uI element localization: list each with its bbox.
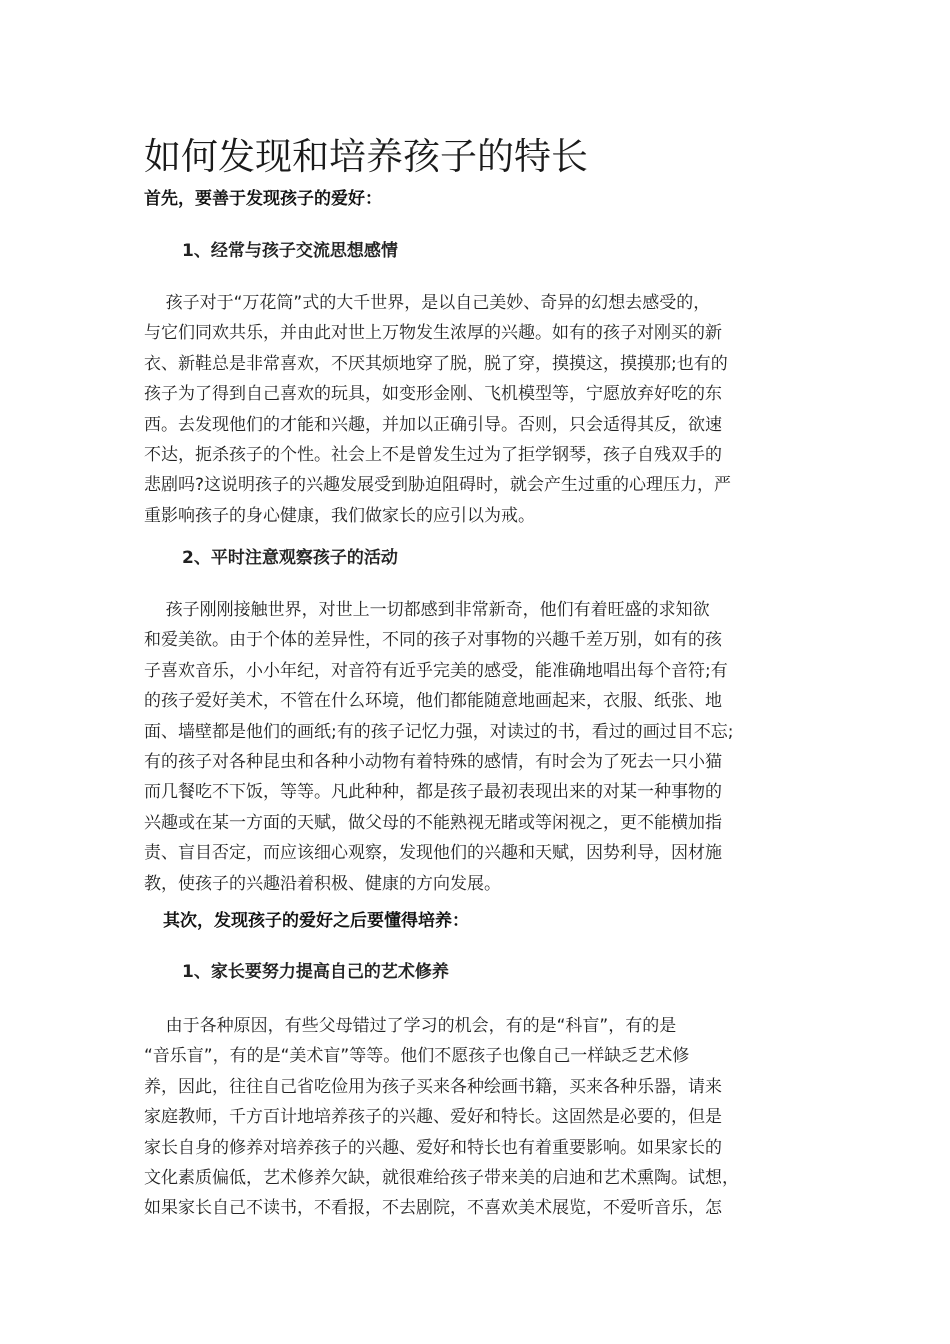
paragraph-line: 如果家长自己不读书，不看报，不去剧院，不喜欢美术展览，不爱听音乐，怎 (144, 1198, 722, 1219)
paragraph-line: 养，因此，往往自己省吃俭用为孩子买来各种绘画书籍，买来各种乐器，请来 (144, 1076, 722, 1097)
paragraph-line: 兴趣或在某一方面的天赋，做父母的不能熟视无睹或等闲视之，更不能横加指 (144, 812, 722, 833)
paragraph-line: “音乐盲”，有的是“美术盲”等等。他们不愿孩子也像自己一样缺乏艺术修 (144, 1046, 690, 1067)
paragraph-line: 而几餐吃不下饭，等等。凡此种种，都是孩子最初表现出来的对某一种事物的 (144, 782, 722, 803)
paragraph-line: 家长自身的修养对培养孩子的兴趣、爱好和特长也有着重要影响。如果家长的 (144, 1137, 722, 1158)
section2-item1-paragraph (144, 1011, 808, 1224)
paragraph-line: 的孩子爱好美术，不管在什么环境，他们都能随意地画起来，衣服、纸张、地 (144, 691, 722, 712)
section1-item1-heading: 1、经常与孩子交流思想感情 (182, 241, 398, 261)
paragraph-line: 子喜欢音乐，小小年纪，对音符有近乎完美的感受，能准确地唱出每个音符;有 (144, 660, 728, 681)
paragraph-line: 悲剧吗?这说明孩子的兴趣发展受到胁迫阻碍时，就会产生过重的心理压力，严 (144, 475, 732, 496)
paragraph-line: 有的孩子对各种昆虫和各种小动物有着特殊的感情，有时会为了死去一只小猫 (144, 751, 722, 772)
paragraph-line: 教，使孩子的兴趣沿着积极、健康的方向发展。 (144, 873, 501, 894)
paragraph-line: 和爱美欲。由于个体的差异性，不同的孩子对事物的兴趣千差万别，如有的孩 (144, 630, 722, 651)
section1-item2-heading: 2、平时注意观察孩子的活动 (182, 548, 398, 568)
paragraph-line: 孩子为了得到自己喜欢的玩具，如变形金刚、飞机模型等，宁愿放弃好吃的东 (144, 384, 722, 405)
page-title: 如何发现和培养孩子的特长 (144, 135, 588, 178)
paragraph-line: 文化素质偏低，艺术修养欠缺，就很难给孩子带来美的启迪和艺术熏陶。试想， (144, 1167, 739, 1188)
paragraph-line: 重影响孩子的身心健康，我们做家长的应引以为戒。 (144, 505, 535, 526)
section1-heading: 首先，要善于发现孩子的爱好： (144, 189, 382, 209)
paragraph-line: 不达，扼杀孩子的个性。社会上不是曾发生过为了拒学钢琴，孩子自残双手的 (144, 444, 722, 465)
section1-item2-paragraph (144, 595, 808, 899)
section2-heading: 其次，发现孩子的爱好之后要懂得培养： (163, 911, 469, 931)
paragraph-line: 与它们同欢共乐，并由此对世上万物发生浓厚的兴趣。如有的孩子对刚买的新 (144, 323, 722, 344)
section1-item1-paragraph (144, 288, 808, 531)
paragraph-line: 孩子刚刚接触世界，对世上一切都感到非常新奇，他们有着旺盛的求知欲 (144, 600, 710, 620)
section2-item1-heading: 1、家长要努力提高自己的艺术修养 (182, 962, 449, 982)
paragraph-line: 孩子对于“万花筒”式的大千世界，是以自己美妙、奇异的幻想去感受的， (144, 293, 711, 313)
paragraph-line: 西。去发现他们的才能和兴趣，并加以正确引导。否则，只会适得其反，欲速 (144, 414, 722, 435)
paragraph-line: 面、墙壁都是他们的画纸;有的孩子记忆力强，对读过的书，看过的画过目不忘; (144, 721, 734, 742)
paragraph-line: 家庭教师，千方百计地培养孩子的兴趣、爱好和特长。这固然是必要的，但是 (144, 1107, 722, 1128)
paragraph-line: 衣、新鞋总是非常喜欢，不厌其烦地穿了脱，脱了穿，摸摸这，摸摸那;也有的 (144, 353, 728, 374)
paragraph-line: 责、盲目否定，而应该细心观察，发现他们的兴趣和天赋，因势利导，因材施 (144, 843, 722, 864)
paragraph-line: 由于各种原因，有些父母错过了学习的机会，有的是“科盲”，有的是 (144, 1016, 677, 1036)
